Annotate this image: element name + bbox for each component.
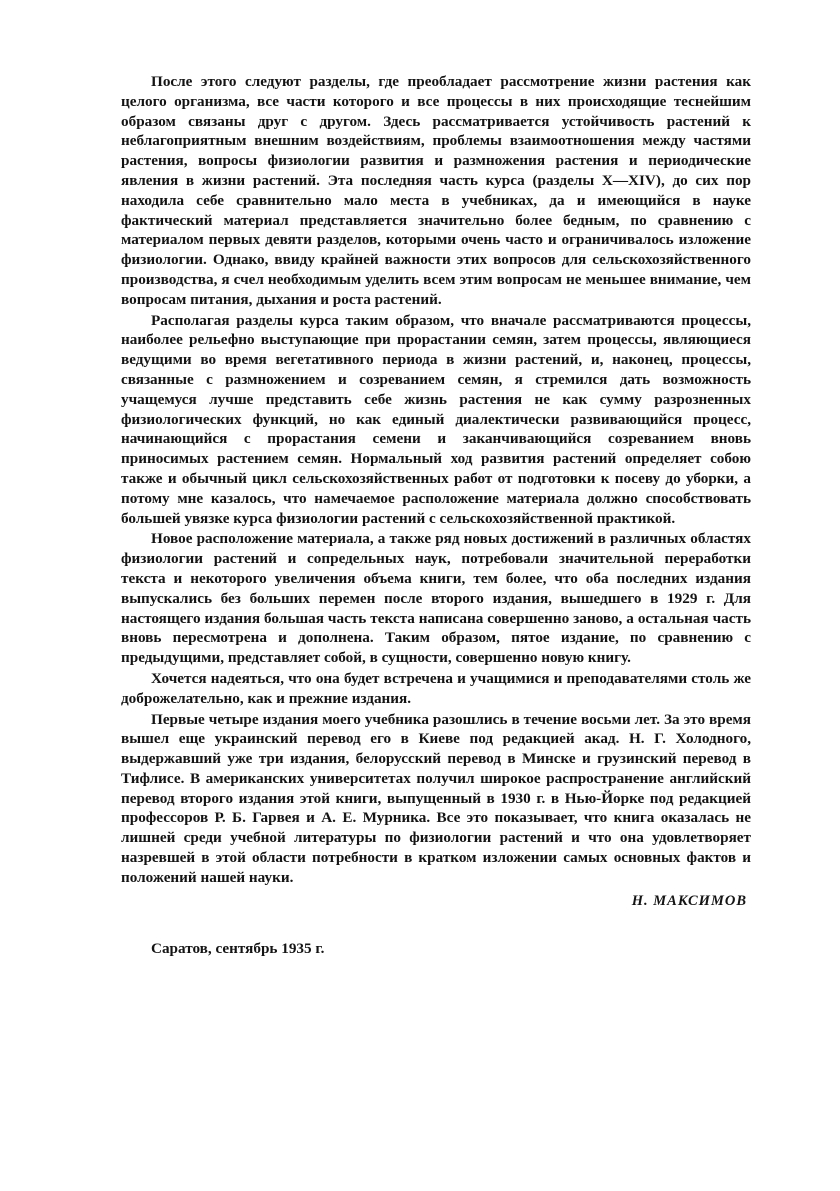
document-page [121,72,751,959]
place-and-date: Саратов, сентябрь 1935 г. [151,940,325,958]
body-paragraph: После этого следуют разделы, где преобладает рассмотрение жизни растения как целого организма, все части которого и все процессы в них происходящие теснейшим образом связаны друг с другом. Здесь рассматривается устойчивость растений к неблагоприятным внешним воздействиям, проблемы взаимоотношения между частями растения, вопросы физиологии развития и размножения растения и периодические явления в жизни растений. Эта последняя часть курса (разделы X—XIV), до сих пор находила себе сравнительно мало места в учебниках, да и имеющийся в науке фактический материал представляется значительно более бедным, по сравнению с материалом первых девяти разделов, которыми очень часто и ограничивалось изложение физиологии. Однако, ввиду крайней важности этих вопросов для сельскохозяйственного производства, я счел необходимым уделить всем этим вопросам не меньшее внимание, чем вопросам питания, дыхания и роста растений. [121,73,751,308]
body-paragraph: Хочется надеяться, что она будет встречена и учащимися и преподавателями столь же доброжелательно, как и прежние издания. [121,669,751,707]
body-paragraph: Первые четыре издания моего учебника разошлись в течение восьми лет. За это время вышел еще украинский перевод его в Киеве под редакцией акад. Н. Г. Холодного, выдержавший уже три издания, белорусский перевод в Минске и грузинский перевод в Тифлисе. В американских университетах получил широкое распространение английский перевод второго издания этой книги, выпущенный в 1930 г. в Нью-Йорке под редакцией профессоров Р. Б. Гарвея и А. Е. Мурника. Все это показывает, что книга оказалась не лишней среди учебной литературы по физиологии растений и что она удовлетворяет назревшей в этой области потребности в кратком изложении самых основных фактов и положений нашей науки. [121,710,751,886]
author-signature: Н. МАКСИМОВ [631,892,747,909]
body-paragraph: Новое расположение материала, а также ряд новых достижений в различных областях физиологии растений и сопредельных наук, потребовали значительной переработки текста и некоторого увеличения объема книги, тем более, что оба последних издания выпускались без больших перемен после второго издания, вышедшего в 1929 г. Для настоящего издания большая часть текста написана совершенно заново, а остальная часть вновь пересмотрена и дополнена. Таким образом, пятое издание, по сравнению с предыдущими, представляет собой, в сущности, совершенно новую книгу. [121,530,751,667]
body-paragraph: Располагая разделы курса таким образом, что вначале рассматриваются процессы, наиболее рельефно выступающие при прорастании семян, затем процессы, являющиеся ведущими во время вегетативного периода в жизни растений, и, наконец, процессы, связанные с размножением и созреванием семян, я стремился дать возможность учащемуся лучше представить себе жизнь растения не как сумму разрозненных физиологических функций, но как единый диалектически развивающийся процесс, начинающийся с прорастания семени и заканчивающийся созреванием вновь приносимых растением семян. Нормальный ход развития растений определяет собою также и обычный цикл сельскохозяйственных работ от подготовки к посеву до уборки, а потому мне казалось, что намечаемое расположение материала должно способствовать большей увязке курса физиологии растений с сельскохозяйственной практикой. [121,311,751,527]
